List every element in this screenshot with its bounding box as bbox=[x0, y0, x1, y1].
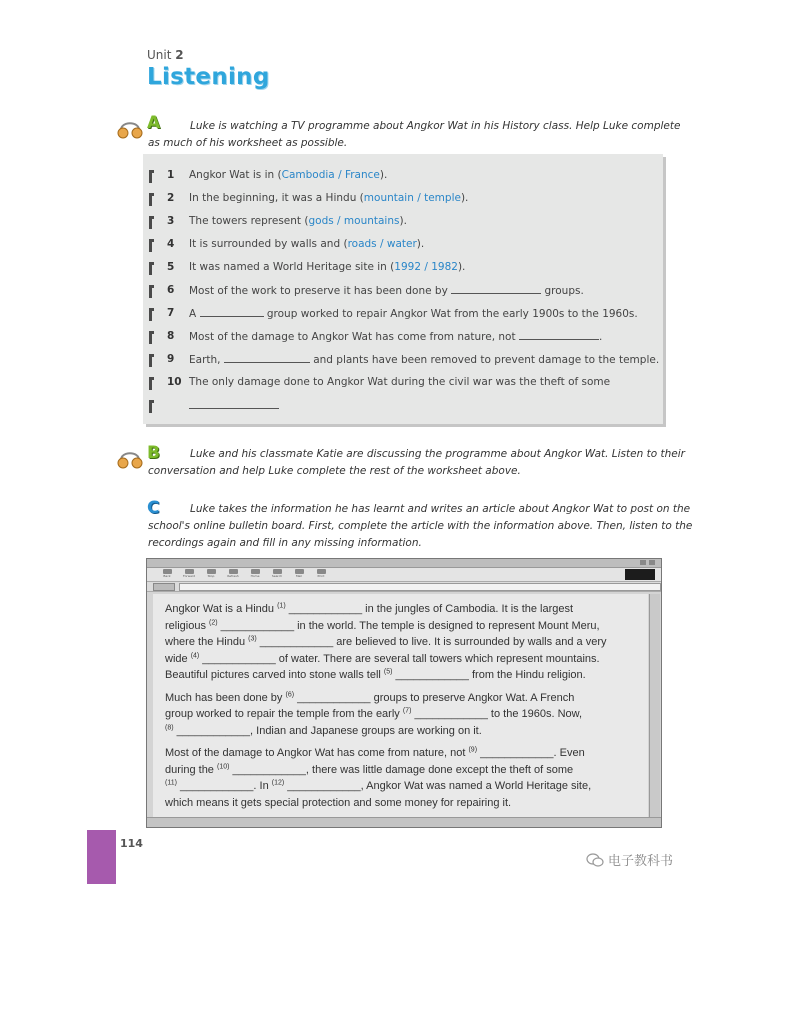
blank-number: (10) bbox=[216, 762, 230, 770]
answer-option[interactable]: gods / mountains bbox=[308, 215, 400, 227]
article-text: ____________ groups to preserve Angkor Wat. A French bbox=[294, 691, 575, 704]
clip-icon bbox=[149, 377, 154, 390]
worksheet-item: 1 Angkor Wat is in (Cambodia / France). bbox=[143, 168, 663, 188]
mail-button[interactable]: Mail bbox=[291, 569, 307, 580]
article bbox=[165, 601, 645, 817]
headphones-icon bbox=[117, 446, 143, 470]
clip-icon bbox=[149, 308, 154, 321]
clip-icon bbox=[149, 331, 154, 344]
article-text: ____________, there was little damage done except the theft of some bbox=[229, 763, 574, 776]
stop-button[interactable]: Stop bbox=[203, 569, 219, 580]
answer-option[interactable]: Cambodia / France bbox=[281, 169, 380, 181]
article-paragraph bbox=[165, 745, 645, 811]
article-text: ____________ are believed to live. It is surrounded by walls and a very bbox=[256, 636, 607, 648]
browser-title-bar bbox=[147, 559, 661, 568]
page-number: 114 bbox=[120, 837, 143, 850]
status-bar bbox=[147, 817, 661, 827]
section-a-instruction-line2: as much of his worksheet as possible. bbox=[148, 137, 348, 149]
answer-blank[interactable] bbox=[200, 307, 264, 317]
page-title: Listening bbox=[147, 64, 270, 90]
section-b-instruction-line1: Luke and his classmate Katie are discussing the programme about Angkor Wat. Listen to their bbox=[190, 448, 685, 460]
article-text: during the bbox=[165, 763, 217, 776]
worksheet-item: 10 The only damage done to Angkor Wat during the civil war was the theft of some bbox=[143, 375, 663, 395]
minimize-icon[interactable] bbox=[640, 560, 646, 565]
blank-number: (8) bbox=[165, 723, 174, 731]
worksheet-item: 3 The towers represent (gods / mountains). bbox=[143, 214, 663, 234]
answer-option[interactable]: 1992 / 1982 bbox=[394, 261, 458, 273]
browser-content bbox=[153, 594, 648, 817]
worksheet-item: 6 Most of the work to preserve it has been done by groups. bbox=[143, 283, 663, 303]
clip-icon bbox=[149, 193, 154, 206]
article-text: religious bbox=[165, 619, 210, 632]
print-button[interactable]: Print bbox=[313, 569, 329, 580]
back-button[interactable]: Back bbox=[159, 569, 175, 580]
article-text: Beautiful pictures carved into stone walls tell bbox=[165, 669, 384, 681]
answer-blank[interactable] bbox=[451, 284, 541, 294]
forward-button[interactable]: Forward bbox=[181, 569, 197, 580]
article-text: where the Hindu bbox=[165, 636, 249, 648]
watermark-text: 电子教科书 bbox=[608, 854, 674, 869]
section-c-instruction-line3: recordings again and fill in any missing information. bbox=[148, 537, 422, 549]
blank-number: (11) bbox=[165, 779, 177, 787]
blank-number: (6) bbox=[285, 690, 295, 698]
section-a-instruction-line1: Luke is watching a TV programme about Angkor Wat in his History class. Help Luke complete bbox=[190, 120, 681, 132]
search-button[interactable]: Search bbox=[269, 569, 285, 580]
clip-icon bbox=[149, 354, 154, 367]
article-text: ____________ in the jungles of Cambodia. It is the largest bbox=[285, 603, 574, 615]
article-text: Angkor Wat is a Hindu bbox=[165, 603, 278, 615]
worksheet-item: 9 Earth, and plants have been removed to prevent damage to the temple. bbox=[143, 352, 663, 372]
blank-number: (1) bbox=[277, 602, 286, 610]
section-b-badge: B bbox=[147, 443, 160, 463]
article-text: which means it gets special protection and some money for repairing it. bbox=[165, 796, 512, 809]
browser-window bbox=[146, 558, 662, 828]
home-button[interactable]: Home bbox=[247, 569, 263, 580]
browser-logo bbox=[625, 569, 655, 580]
clip-icon bbox=[149, 262, 154, 275]
blank-number: (12) bbox=[271, 779, 285, 787]
close-icon[interactable] bbox=[649, 560, 655, 565]
answer-blank[interactable] bbox=[224, 353, 310, 363]
blank-number: (5) bbox=[383, 668, 393, 676]
address-input[interactable] bbox=[179, 583, 661, 591]
article-text: Much has been done by bbox=[165, 691, 286, 704]
worksheet-item: 4 It is surrounded by walls and (roads / water). bbox=[143, 237, 663, 257]
browser-toolbar bbox=[147, 568, 661, 582]
clip-icon bbox=[149, 400, 154, 413]
answer-blank[interactable] bbox=[189, 399, 279, 409]
blank-number: (7) bbox=[402, 707, 412, 715]
article-text: ____________ of water. There are several tall towers which represent mountains. bbox=[199, 652, 600, 665]
clip-icon bbox=[149, 239, 154, 252]
clip-icon bbox=[149, 285, 154, 298]
section-b-instruction-line2: conversation and help Luke complete the rest of the worksheet above. bbox=[148, 465, 521, 477]
worksheet-item: 7 A group worked to repair Angkor Wat from the early 1900s to the 1960s. bbox=[143, 306, 663, 326]
page-tab bbox=[87, 830, 116, 884]
refresh-button[interactable]: Refresh bbox=[225, 569, 241, 580]
section-c-instruction-line1: Luke takes the information he has learnt and writes an article about Angkor Wat to post on the bbox=[190, 503, 691, 515]
worksheet bbox=[143, 154, 663, 424]
scrollbar[interactable] bbox=[649, 594, 660, 817]
section-a-badge: A bbox=[147, 113, 161, 133]
worksheet-item: 2 In the beginning, it was a Hindu (mountain / temple). bbox=[143, 191, 663, 211]
blank-number: (3) bbox=[248, 635, 257, 643]
blank-number: (4) bbox=[190, 651, 200, 659]
watermark bbox=[586, 850, 673, 869]
address-bar bbox=[147, 582, 661, 592]
answer-option[interactable]: mountain / temple bbox=[363, 192, 461, 204]
answer-option[interactable]: roads / water bbox=[347, 238, 417, 250]
answer-blank[interactable] bbox=[519, 330, 599, 340]
article-text: Most of the damage to Angkor Wat has come from nature, not bbox=[165, 747, 469, 759]
article-text: group worked to repair the temple from the early bbox=[165, 708, 403, 720]
article-text: ____________ to the 1960s. Now, bbox=[411, 708, 583, 720]
worksheet-item: 8 Most of the damage to Angkor Wat has come from nature, not . bbox=[143, 329, 663, 349]
worksheet-item: 5 It was named a World Heritage site in (1992 / 1982). bbox=[143, 260, 663, 280]
article-text: ____________, Indian and Japanese groups are working on it. bbox=[173, 724, 482, 737]
address-label-icon bbox=[153, 583, 175, 591]
article-text: wide bbox=[165, 652, 191, 665]
article-paragraph bbox=[165, 690, 645, 740]
article-text: ____________ from the Hindu religion. bbox=[392, 669, 586, 681]
article-paragraph bbox=[165, 601, 645, 684]
unit-label: Unit 2 bbox=[147, 48, 184, 62]
headphones-icon bbox=[117, 116, 143, 140]
section-c-badge: C bbox=[147, 498, 160, 518]
worksheet-item-continued bbox=[143, 398, 663, 418]
article-text: ____________. Even bbox=[477, 747, 585, 759]
section-c-instruction-line2: school's online bulletin board. First, complete the article with the information above. Then, listen to the bbox=[148, 520, 693, 532]
article-text: ____________ in the world. The temple is designed to represent Mount Meru, bbox=[217, 619, 600, 632]
clip-icon bbox=[149, 216, 154, 229]
wechat-icon bbox=[586, 853, 604, 867]
clip-icon bbox=[149, 170, 154, 183]
blank-number: (2) bbox=[209, 618, 218, 626]
blank-number: (9) bbox=[468, 746, 478, 754]
article-text: ____________, Angkor Wat was named a World Heritage site, bbox=[284, 780, 592, 792]
article-text: ____________. In bbox=[176, 780, 272, 792]
